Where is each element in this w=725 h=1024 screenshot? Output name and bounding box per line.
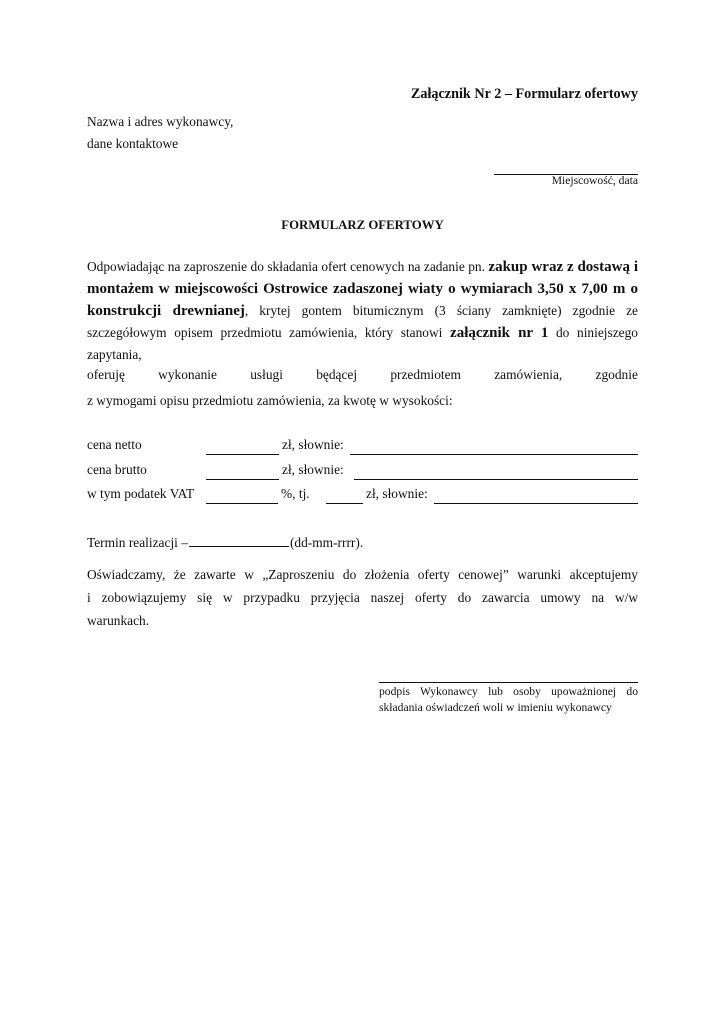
annex-title: Załącznik Nr 2 – Formularz ofertowy [410,86,638,102]
vat-amount-field[interactable] [326,486,363,504]
net-price-row [87,437,638,457]
net-words-field[interactable] [350,437,638,455]
gross-price-label: cena brutto [87,462,147,477]
vat-label: w tym podatek VAT [87,486,194,501]
net-words-label: zł, słownie: [282,437,344,452]
gross-words-label: zł, słownie: [282,462,344,477]
contractor-contact-label: dane kontaktowe [87,136,179,151]
signature-line[interactable] [379,682,638,683]
net-amount-field[interactable] [206,437,279,455]
deadline-date-field[interactable] [189,534,289,547]
place-date-label: Miejscowość, data [551,174,638,187]
gross-price-row [87,462,638,482]
deadline-label: Termin realizacji – [87,535,188,550]
vat-row [87,486,638,506]
vat-percent-field[interactable] [206,486,278,504]
net-price-label: cena netto [87,437,142,452]
form-title: FORMULARZ OFERTOWY [281,218,444,232]
offer-sentence-line1: oferuję wykonanie usługi będącej przedmiotem zamówienia, zgodnie [87,367,638,382]
declaration-paragraph: Oświadczamy, że zawarte w „Zaproszeniu do złożenia oferty cenowej” warunki akceptujemy i zobowiązujemy się w przypadku przyjęcia naszej oferty do zawarcia umowy na w/w warunkach. [87,567,638,628]
vat-words-label: zł, słownie: [366,486,428,501]
signature-caption: podpis Wykonawcy lub osoby upoważnionej do składania oświadczeń woli w imieniu wykonawcy [379,685,638,714]
deadline-line [87,534,363,551]
gross-words-field[interactable] [354,462,638,480]
vat-percent-label: %, tj. [281,486,310,501]
contractor-name-label: Nazwa i adres wykonawcy, [87,114,234,129]
intro-paragraph: Odpowiadając na zaproszenie do składania ofert cenowych na zadanie pn. zakup wraz z dostawą i montażem w miejscowości Ostrowice zadaszonej wiaty o wymiarach 3,50 x 7,00 m o konstrukcji drewnianej, krytej gontem bitumicznym (3 ściany zamknięte) zgodnie ze szczegółowym opisem przedmiotu zamówienia, który stanowi załącznik nr 1 do niniejszego zapytania, [87,259,639,362]
offer-sentence-line2: z wymogami opisu przedmiotu zamówienia, za kwotę w wysokości: [87,393,453,408]
gross-amount-field[interactable] [206,462,279,480]
deadline-format: (dd-mm-rrrr). [289,535,364,550]
vat-words-field[interactable] [434,486,638,504]
